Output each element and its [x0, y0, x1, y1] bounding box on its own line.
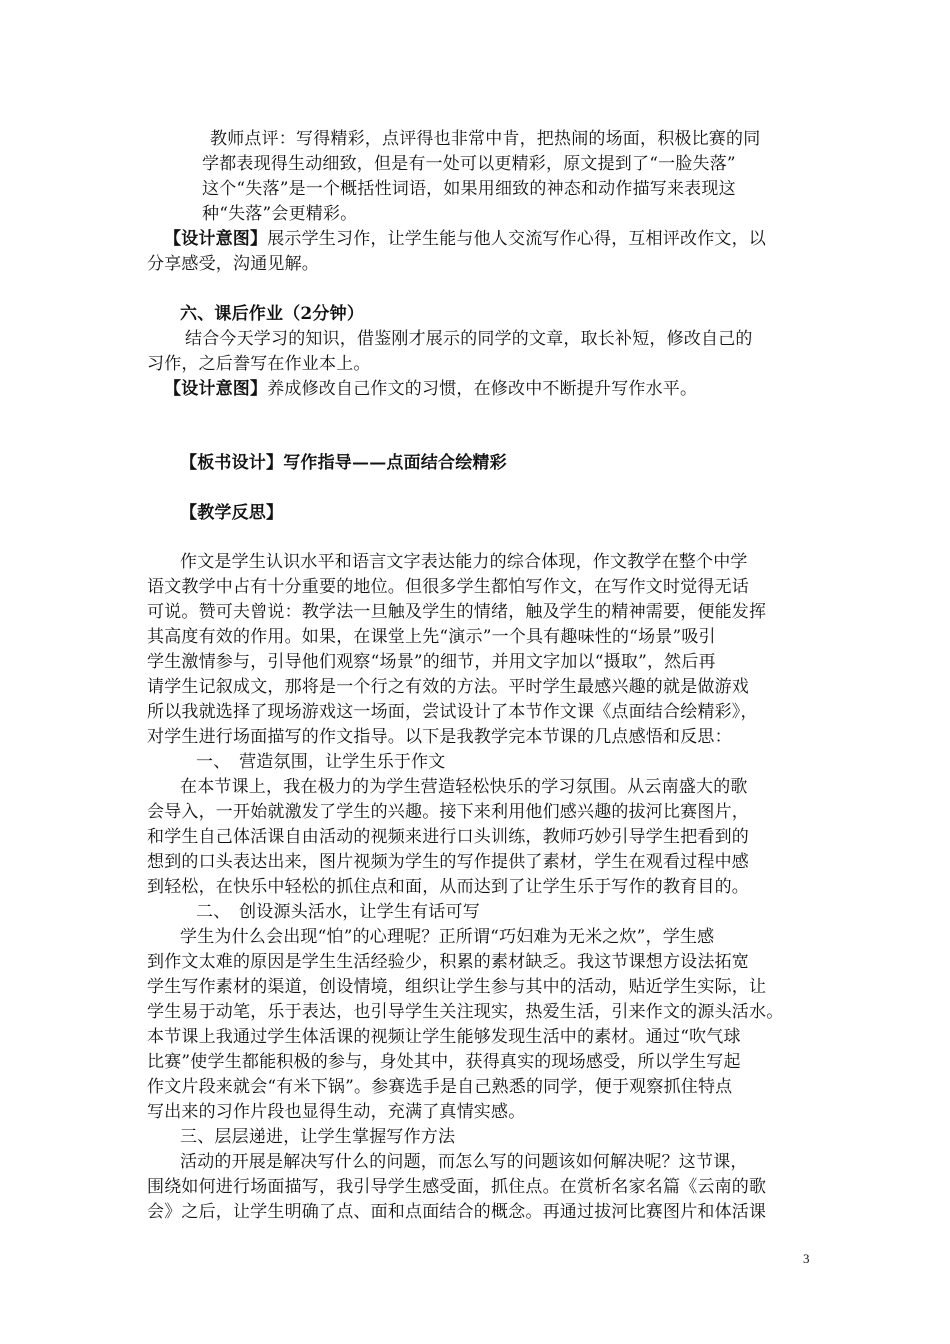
board-design-heading: 【板书设计】写作指导——点面结合绘精彩	[180, 453, 507, 473]
text-line	[164, 227, 766, 251]
text-line: 可说。赞可夫曾说：教学法一旦触及学生的情绪，触及学生的精神需要，便能发挥	[147, 602, 767, 622]
text-line: 在本节课上，我在极力的为学生营造轻松快乐的学习氛围。从云南盛大的歌	[180, 777, 748, 797]
text-line: 比赛”使学生都能积极的参与，身处其中，获得真实的现场感受，所以学生写起	[147, 1052, 741, 1072]
text-line: 请学生记叙成文，那将是一个行之有效的方法。平时学生最感兴趣的就是做游戏	[147, 677, 749, 697]
text-line: 到轻松，在快乐中轻松的抓住点和面，从而达到了让学生乐于写作的教育目的。	[147, 877, 749, 897]
text-line: 语文教学中占有十分重要的地位。但很多学生都怕写作文，在写作文时觉得无话	[147, 577, 749, 597]
text-line: 这个“失落”是一个概括性词语，如果用细致的神态和动作描写来表现这	[202, 179, 736, 199]
text-line: 想到的口头表达出来，图片视频为学生的写作提供了素材，学生在观看过程中感	[147, 852, 749, 872]
text-line: 结合今天学习的知识，借鉴刚才展示的同学的文章，取长补短，修改自己的	[185, 329, 753, 349]
text-line: 学生为什么会出现“怕”的心理呢？正所谓“巧妇难为无米之炊”，学生感	[180, 927, 715, 947]
text-line: 教师点评：写得精彩，点评得也非常中肯，把热闹的场面，积极比赛的同	[210, 129, 761, 149]
subheading: 三、层层递进，让学生掌握写作方法	[180, 1127, 456, 1147]
text-line: 学生激情参与，引导他们观察“场景”的细节，并用文字加以“摄取”，然后再	[147, 652, 716, 672]
design-intent-text: 养成修改自己作文的习惯，在修改中不断提升写作水平。	[267, 379, 698, 399]
text-line: 其高度有效的作用。如果，在课堂上先“演示”一个具有趣味性的“场景”吸引	[147, 627, 716, 647]
text-line: 习作，之后誊写在作业本上。	[147, 354, 371, 374]
text-line: 学生写作素材的渠道，创设情境，组织让学生参与其中的活动，贴近学生实际，让	[147, 977, 767, 997]
text-line: 和学生自己体活课自由活动的视频来进行口头训练，教师巧妙引导学生把看到的	[147, 827, 749, 847]
subheading: 一、 营造氛围，让学生乐于作文	[196, 752, 446, 772]
section-heading: 六、课后作业（2分钟）	[180, 304, 365, 324]
design-intent-text: 展示学生习作，让学生能与他人交流写作心得，互相评改作文，以	[267, 229, 767, 249]
text-line: 写出来的习作片段也显得生动，充满了真情实感。	[147, 1102, 526, 1122]
text-line: 会导入，一开始就激发了学生的兴趣。接下来利用他们感兴趣的拔河比赛图片，	[147, 802, 749, 822]
reflection-heading: 【教学反思】	[180, 503, 284, 523]
text-line: 分享感受，沟通见解。	[147, 254, 319, 274]
design-intent-label: 【设计意图】	[164, 379, 268, 399]
subheading: 二、 创设源头活水，让学生有话可写	[196, 902, 480, 922]
text-line: 会》之后，让学生明确了点、面和点面结合的概念。再通过拔河比赛图片和体活课	[147, 1202, 767, 1222]
page-number: 3	[803, 1251, 810, 1266]
design-intent-label: 【设计意图】	[164, 229, 268, 249]
text-line: 学生易于动笔，乐于表达，也引导学生关注现实，热爱生活，引来作文的源头活水。	[147, 1002, 784, 1022]
text-line: 所以我就选择了现场游戏这一场面，尝试设计了本节作文课《点面结合绘精彩》，	[147, 702, 758, 722]
text-line: 到作文太难的原因是学生生活经验少，积累的素材缺乏。我这节课想方设法拓宽	[147, 952, 749, 972]
text-line: 作文片段来就会“有米下锅”。参赛选手是自己熟悉的同学，便于观察抓住特点	[147, 1077, 733, 1097]
text-line: 种“失落”会更精彩。	[202, 204, 358, 224]
text-line: 本节课上我通过学生体活课的视频让学生能够发现生活中的素材。通过“吹气球	[147, 1027, 741, 1047]
text-line: 作文是学生认识水平和语言文字表达能力的综合体现，作文教学在整个中学	[180, 552, 748, 572]
text-line: 对学生进行场面描写的作文指导。以下是我教学完本节课的几点感悟和反思：	[147, 727, 732, 747]
text-line	[164, 377, 697, 401]
text-line: 学都表现得生动细致，但是有一处可以更精彩，原文提到了“一脸失落”	[202, 154, 736, 174]
text-line: 围绕如何进行场面描写，我引导学生感受面，抓住点。在赏析名家名篇《云南的歌	[147, 1177, 767, 1197]
text-line: 活动的开展是解决写什么的问题，而怎么写的问题该如何解决呢？这节课，	[180, 1152, 748, 1172]
